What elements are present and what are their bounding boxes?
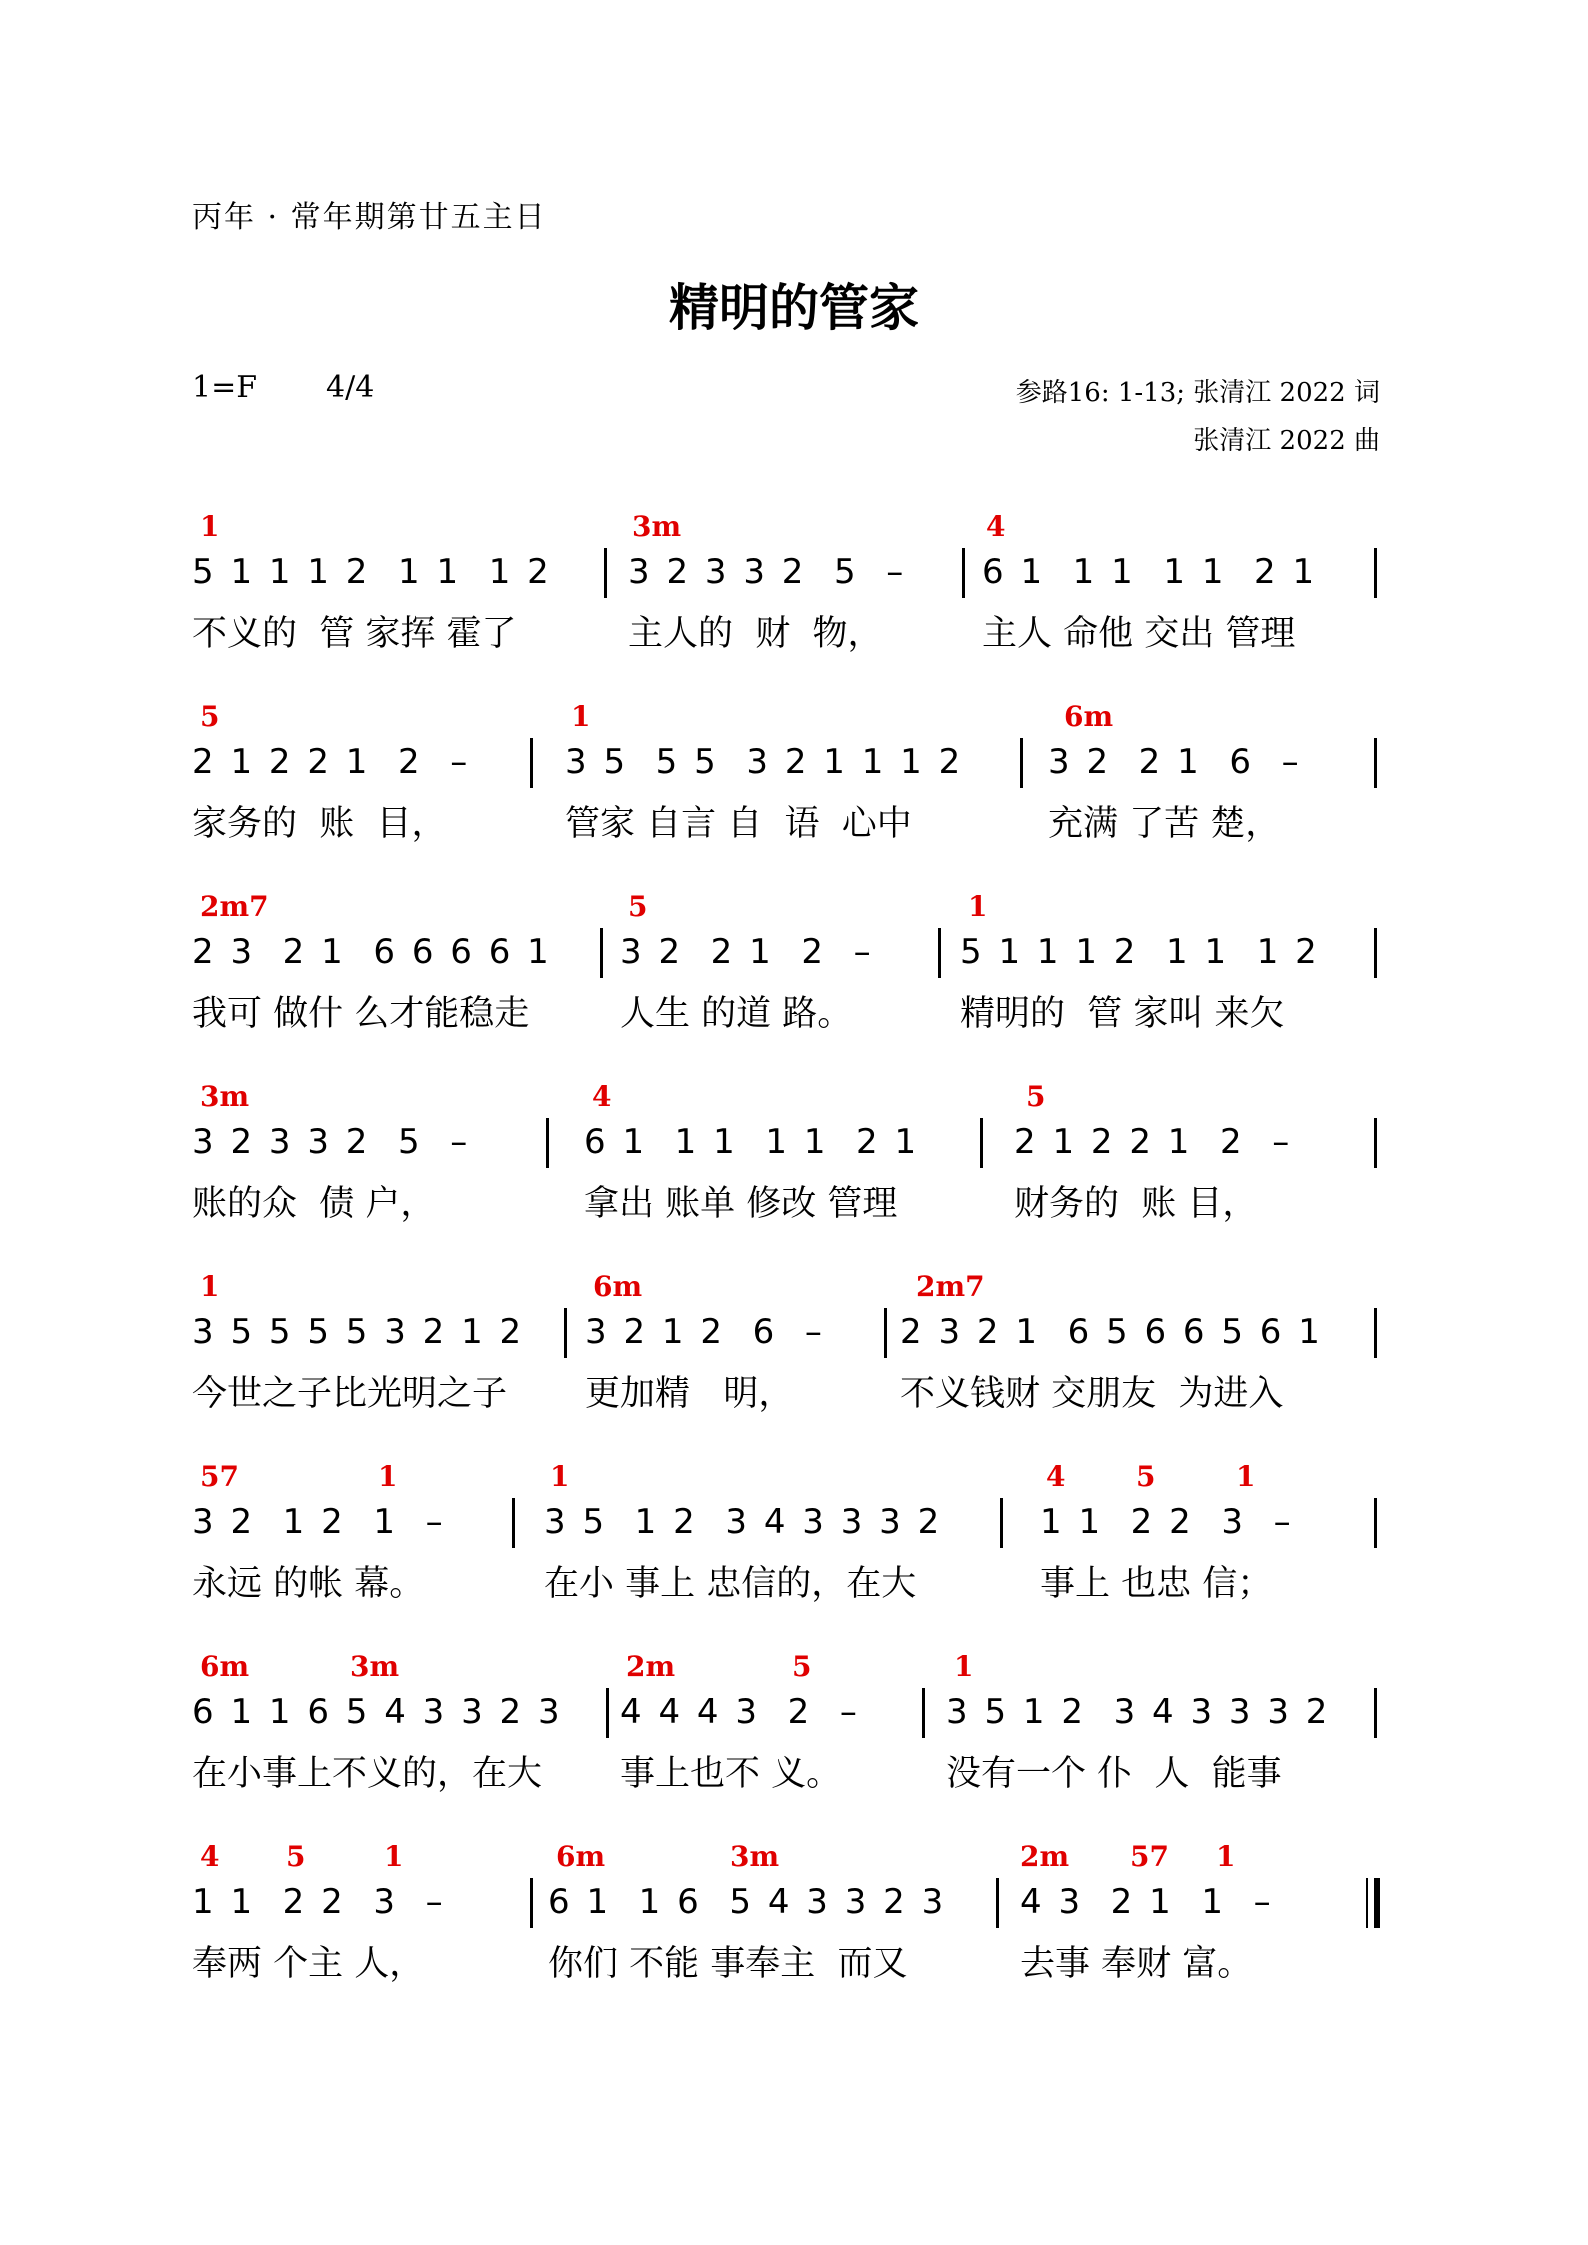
measure-notes: 4 4 4 3 2 – (620, 1692, 860, 1732)
measure-notes: 3 2 2 1 2 – (620, 932, 874, 972)
barline (1374, 1498, 1377, 1548)
lyric-line: 去事 奉财 富。 (1020, 1944, 1253, 1984)
chord-symbol: 3m (730, 1840, 780, 1873)
chord-symbol: 1 (200, 1270, 220, 1303)
chord-symbol: 6m (593, 1270, 643, 1303)
measure-notes: 2 1 2 2 1 2 – (1014, 1122, 1293, 1162)
measure-notes: 6 1 1 6 5 4 3 3 2 3 (192, 1692, 563, 1732)
barline (884, 1308, 887, 1358)
lyric-line: 事上也不 义。 (620, 1754, 842, 1794)
barline (962, 548, 965, 598)
barline (1000, 1498, 1003, 1548)
time-signature: 4/4 (326, 370, 375, 405)
barline (600, 928, 603, 978)
chord-symbol: 6m (1064, 700, 1114, 733)
chord-symbol: 1 (384, 1840, 404, 1873)
barline (1374, 1308, 1377, 1358)
lyric-line: 奉两 个主 人， (192, 1944, 425, 1984)
chord-symbol: 1 (954, 1650, 974, 1683)
chord-symbol: 57 (1130, 1840, 1169, 1873)
chord-symbol: 5 (792, 1650, 812, 1683)
chord-symbol: 1 (200, 510, 220, 543)
measure-notes: 1 1 2 2 3 – (192, 1882, 446, 1922)
lyric-line: 永远 的帐 幕。 (192, 1564, 425, 1604)
barline (606, 1688, 609, 1738)
chord-symbol: 2m7 (200, 890, 269, 923)
lyric-line: 充满 了苦 楚， (1048, 804, 1281, 844)
lyric-line: 在小事上不义的，在大 (192, 1754, 543, 1794)
measure-notes: 3 5 5 5 5 3 2 1 2 (192, 1312, 525, 1352)
key-signature: 1=F (192, 370, 258, 405)
measure-notes: 6 1 1 1 1 1 2 1 (584, 1122, 920, 1162)
barline (996, 1878, 999, 1928)
measure-notes: 3 2 1 2 6 – (585, 1312, 825, 1352)
barline (1374, 1688, 1377, 1738)
barline (980, 1118, 983, 1168)
measure-notes: 2 3 2 1 6 5 6 6 5 6 1 (900, 1312, 1323, 1352)
lyric-line: 家务的 账 目， (192, 804, 447, 844)
barline (546, 1118, 549, 1168)
chord-symbol: 5 (1026, 1080, 1046, 1113)
chord-symbol: 4 (592, 1080, 612, 1113)
measure-notes: 3 2 2 1 6 – (1048, 742, 1302, 782)
barline (530, 1878, 533, 1928)
measure-notes: 1 1 2 2 3 – (1040, 1502, 1294, 1542)
chord-symbol: 5 (200, 700, 220, 733)
lyric-line: 在小 事上 忠信的，在大 (544, 1564, 917, 1604)
lyric-line: 财务的 账 目， (1014, 1184, 1258, 1224)
lyric-line: 没有一个 仆 人 能事 (946, 1754, 1282, 1794)
measure-notes: 3 5 1 2 3 4 3 3 3 2 (544, 1502, 943, 1542)
lyric-line: 人生 的道 路。 (620, 994, 853, 1034)
chord-symbol: 5 (286, 1840, 306, 1873)
lyric-line: 事上 也忠 信； (1040, 1564, 1273, 1604)
lyric-line: 不义钱财 交朋友 为进入 (900, 1374, 1284, 1414)
measure-notes: 5 1 1 1 2 1 1 1 2 (960, 932, 1320, 972)
measure-notes: 3 2 3 3 2 5 – (628, 552, 907, 592)
chord-symbol: 5 (1136, 1460, 1156, 1493)
measure-notes: 3 5 5 5 3 2 1 1 1 2 (565, 742, 964, 782)
barline (1374, 548, 1377, 598)
chord-symbol: 4 (986, 510, 1006, 543)
chord-symbol: 1 (1236, 1460, 1256, 1493)
barline (922, 1688, 925, 1738)
song-title: 精明的管家 (669, 279, 919, 337)
barline (564, 1308, 567, 1358)
lyric-line: 精明的 管 家叫 来欠 (960, 994, 1285, 1034)
chord-symbol: 3m (632, 510, 682, 543)
lyric-line: 管家 自言 自 语 心中 (565, 804, 912, 844)
lyric-line: 我可 做什 么才能稳走 (192, 994, 530, 1034)
chord-symbol: 2m (1020, 1840, 1070, 1873)
lyric-line: 账的众 债 户， (192, 1184, 436, 1224)
chord-symbol: 2m7 (916, 1270, 985, 1303)
chord-symbol: 4 (200, 1840, 220, 1873)
lyric-line: 你们 不能 事奉主 而又 (548, 1944, 908, 1984)
measure-notes: 6 1 1 1 1 1 2 1 (982, 552, 1318, 592)
barline (1020, 738, 1023, 788)
barline (1374, 928, 1377, 978)
lyric-line: 更加精 明， (585, 1374, 794, 1414)
chord-symbol: 1 (968, 890, 988, 923)
chord-symbol: 1 (1216, 1840, 1236, 1873)
lyric-line: 主人 命他 交出 管理 (982, 614, 1296, 654)
barline (604, 548, 607, 598)
chord-symbol: 4 (1046, 1460, 1066, 1493)
lyric-line: 主人的 财 物， (628, 614, 883, 654)
composer-credit: 张清江 2022 曲 (1193, 426, 1380, 456)
chord-symbol: 2m (626, 1650, 676, 1683)
measure-notes: 6 1 1 6 5 4 3 3 2 3 (548, 1882, 947, 1922)
barline (530, 738, 533, 788)
measure-notes: 3 5 1 2 3 4 3 3 3 2 (946, 1692, 1331, 1732)
chord-symbol: 1 (571, 700, 591, 733)
barline (938, 928, 941, 978)
lyric-line: 今世之子比光明之子 (192, 1374, 508, 1414)
barline (1374, 1118, 1377, 1168)
chord-symbol: 57 (200, 1460, 239, 1493)
measure-notes: 3 2 1 2 1 – (192, 1502, 446, 1542)
chord-symbol: 5 (628, 890, 648, 923)
barline (512, 1498, 515, 1548)
lyricist-credit: 参路16: 1-13; 张清江 2022 词 (1015, 378, 1380, 408)
measure-notes: 2 3 2 1 6 6 6 6 1 (192, 932, 552, 972)
chord-symbol: 1 (378, 1460, 398, 1493)
measure-notes: 4 3 2 1 1 – (1020, 1882, 1274, 1922)
lyric-line: 拿出 账单 修改 管理 (584, 1184, 898, 1224)
barline (1374, 738, 1377, 788)
chord-symbol: 6m (200, 1650, 250, 1683)
lyric-line: 不义的 管 家挥 霍了 (192, 614, 517, 654)
measure-notes: 5 1 1 1 2 1 1 1 2 (192, 552, 552, 592)
measure-notes: 3 2 3 3 2 5 – (192, 1122, 471, 1162)
chord-symbol: 6m (556, 1840, 606, 1873)
measure-notes: 2 1 2 2 1 2 – (192, 742, 471, 782)
chord-symbol: 1 (550, 1460, 570, 1493)
chord-symbol: 3m (200, 1080, 250, 1113)
occasion-label: 丙年 · 常年期第廿五主日 (192, 200, 547, 235)
chord-symbol: 3m (350, 1650, 400, 1683)
